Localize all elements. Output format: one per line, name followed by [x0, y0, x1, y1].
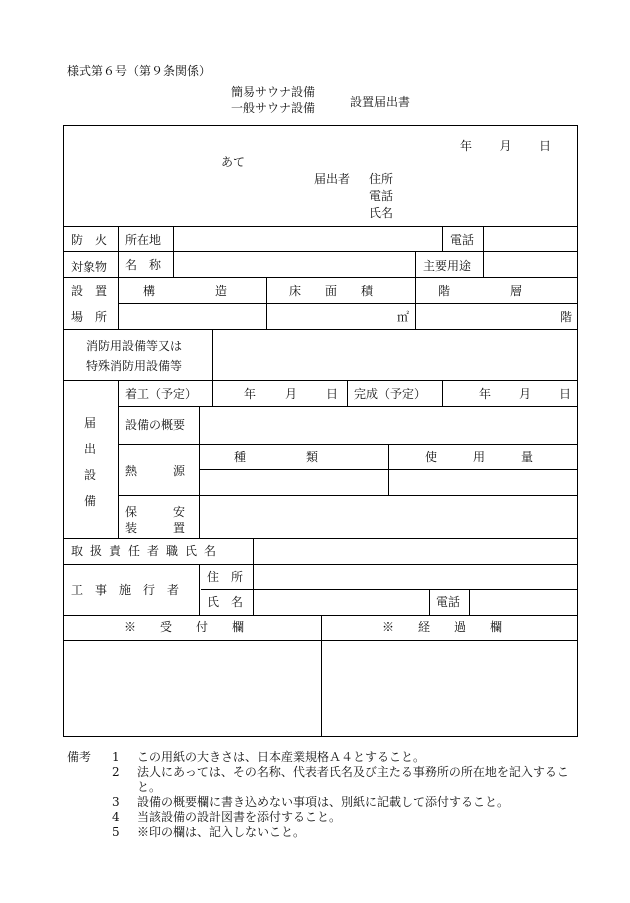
fire-equipment-label-line1: 消防用設備等又は: [86, 339, 183, 353]
note-item: [67, 765, 587, 795]
note-text: この用紙の大きさは、日本産業規格Ａ４とすること。: [137, 750, 426, 764]
place-label-line2: 場 所: [71, 310, 108, 324]
note-item: [67, 810, 587, 825]
note-number: 5: [112, 825, 120, 839]
safety-device-label-line1: 保 安: [125, 505, 186, 519]
heat-source-label: 熱 源: [125, 464, 186, 478]
note-text: 設備の概要欄に書き込めない事項は、別紙に記載して添付すること。: [137, 795, 510, 809]
fire-equipment-label-line2: 特殊消防用設備等: [86, 359, 183, 373]
applicant-phone-label: 電話: [369, 189, 394, 203]
note-number: 3: [112, 795, 120, 809]
date-year-label: 年: [460, 139, 473, 153]
completion-month-label: 月: [518, 387, 531, 401]
contractor-label: 工事施行者: [71, 583, 192, 597]
floor-count-label: 階 層: [438, 284, 523, 298]
structure-label: 構 造: [143, 284, 228, 298]
note-number: 2: [112, 765, 120, 779]
note-item: [67, 825, 587, 840]
addressee-label: あて: [221, 155, 246, 169]
overview-label: 設備の概要: [125, 418, 186, 432]
target-label-line1: 防 火: [71, 233, 108, 247]
place-label-line1: 設 置: [71, 284, 108, 298]
reception-label: ※ 受 付 欄: [124, 620, 245, 634]
date-month-label: 月: [499, 139, 512, 153]
notes: [67, 750, 587, 840]
completion-date-line: [479, 387, 571, 401]
equipment-label-char: 設: [84, 468, 97, 482]
safety-device-label-line2: 装 置: [125, 521, 186, 535]
note-number: 1: [112, 750, 120, 764]
date-line: [460, 139, 551, 153]
note-text: 当該設備の設計図書を添付すること。: [137, 810, 342, 824]
equipment-label-char: 届: [84, 416, 97, 430]
contractor-address-label: 住 所: [207, 570, 244, 584]
form-title: 設置届出書: [350, 95, 411, 109]
note-item: [67, 750, 587, 765]
start-day-label: 日: [325, 387, 338, 401]
title-option-general: 一般サウナ設備: [231, 101, 316, 115]
note-item: [67, 795, 587, 810]
start-month-label: 月: [284, 387, 297, 401]
applicant-address-label: 住所: [369, 172, 394, 186]
target-phone-label: 電話: [450, 233, 475, 247]
completion-year-label: 年: [479, 387, 492, 401]
start-date-label: 着工（予定）: [125, 387, 198, 401]
notes-label: 備考: [67, 750, 92, 764]
target-label-line2: 対象物: [71, 260, 108, 274]
heat-usage-label: 使 用 量: [425, 450, 534, 464]
note-number: 4: [112, 810, 120, 824]
completion-day-label: 日: [558, 387, 571, 401]
start-year-label: 年: [244, 387, 257, 401]
applicant-label: 届出者: [314, 172, 351, 186]
date-day-label: 日: [538, 139, 551, 153]
target-main-use-label: 主要用途: [423, 259, 472, 273]
equipment-row-label: [84, 410, 96, 514]
contractor-phone-label: 電話: [436, 595, 461, 609]
floor-area-label: 床 面 積: [289, 284, 374, 298]
completion-date-label: 完成（予定）: [354, 387, 427, 401]
applicant-name-label: 氏名: [369, 206, 394, 220]
heat-type-label: 種 類: [234, 450, 319, 464]
target-name-label: 名 称: [125, 258, 162, 272]
form-number: 様式第６号（第９条関係）: [67, 64, 212, 78]
target-location-label: 所在地: [125, 233, 162, 247]
equipment-label-char: 出: [84, 442, 97, 456]
floor-unit: 階: [560, 310, 573, 324]
start-date-line: [244, 387, 338, 401]
contractor-name-label: 氏 名: [207, 595, 244, 609]
area-unit: ㎡: [397, 310, 410, 324]
progress-label: ※ 経 過 欄: [382, 620, 503, 634]
manager-label: 取扱責任者職氏名: [71, 544, 224, 558]
equipment-label-char: 備: [84, 494, 97, 508]
note-text: ※印の欄は、記入しないこと。: [137, 825, 306, 839]
note-text: 法人にあっては、その名称、代表者氏名及び主たる事務所の所在地を記入すること。: [137, 765, 569, 794]
title-option-simple: 簡易サウナ設備: [231, 85, 316, 99]
form-table: [63, 125, 578, 737]
